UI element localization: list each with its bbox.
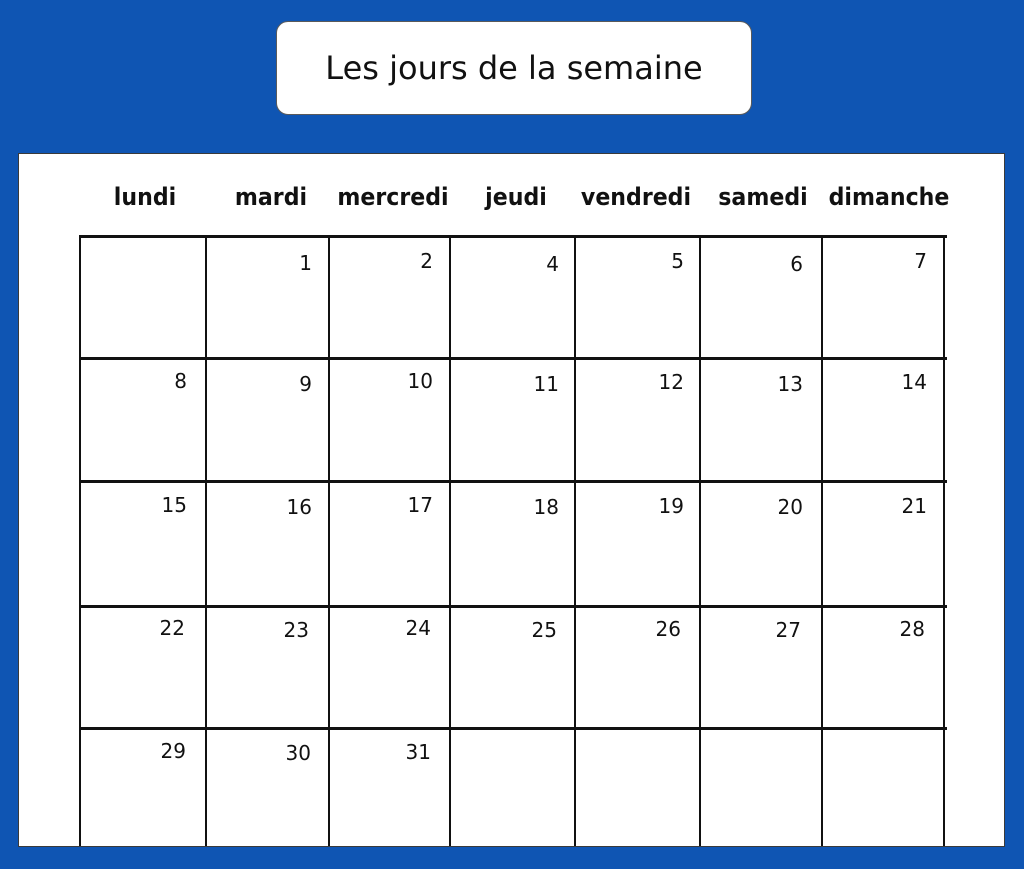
- grid-vline: [205, 238, 207, 847]
- day-number: 23: [283, 618, 309, 642]
- grid-hline: [79, 605, 947, 608]
- weekday-header-mercredi: mercredi: [337, 183, 449, 211]
- weekday-header-dimanche: dimanche: [828, 183, 950, 211]
- day-number: 24: [405, 616, 431, 640]
- day-number: 16: [286, 495, 312, 519]
- day-number: 1: [299, 251, 312, 275]
- grid-hline: [79, 480, 947, 483]
- page-title: Les jours de la semaine: [325, 49, 703, 87]
- day-number: 30: [285, 741, 311, 765]
- weekday-header-samedi: samedi: [718, 183, 808, 211]
- day-number: 15: [161, 493, 187, 517]
- grid-vline: [79, 238, 81, 847]
- day-number: 4: [546, 252, 559, 276]
- day-number: 12: [658, 370, 684, 394]
- grid-vline: [821, 238, 823, 847]
- day-number: 10: [407, 369, 433, 393]
- calendar-grid: [79, 235, 947, 847]
- day-number: 11: [533, 372, 559, 396]
- day-number: 31: [405, 740, 431, 764]
- day-number: 2: [420, 249, 433, 273]
- grid-hline: [79, 727, 947, 730]
- day-number: 13: [777, 372, 803, 396]
- day-number: 9: [299, 372, 312, 396]
- day-number: 7: [914, 249, 927, 273]
- day-number: 17: [407, 493, 433, 517]
- weekday-header-lundi: lundi: [113, 183, 177, 211]
- grid-vline: [574, 238, 576, 847]
- weekday-header-vendredi: vendredi: [580, 183, 692, 211]
- day-number: 22: [159, 616, 185, 640]
- day-number: 19: [658, 494, 684, 518]
- day-number: 6: [790, 252, 803, 276]
- day-number: 25: [531, 618, 557, 642]
- weekday-header-mardi: mardi: [234, 183, 308, 211]
- day-number: 20: [777, 495, 803, 519]
- day-number: 29: [160, 739, 186, 763]
- weekday-header-jeudi: jeudi: [485, 183, 547, 211]
- day-number: 14: [901, 370, 927, 394]
- day-number: 5: [671, 249, 684, 273]
- day-number: 26: [655, 617, 681, 641]
- day-number: 27: [775, 618, 801, 642]
- title-box: [276, 21, 752, 115]
- grid-hline: [79, 357, 947, 360]
- grid-vline: [699, 238, 701, 847]
- grid-vline: [943, 238, 945, 847]
- day-number: 28: [899, 617, 925, 641]
- grid-vline: [449, 238, 451, 847]
- day-number: 21: [901, 494, 927, 518]
- grid-vline: [328, 238, 330, 847]
- calendar-sheet: [18, 153, 1005, 847]
- day-number: 8: [174, 369, 187, 393]
- day-number: 18: [533, 495, 559, 519]
